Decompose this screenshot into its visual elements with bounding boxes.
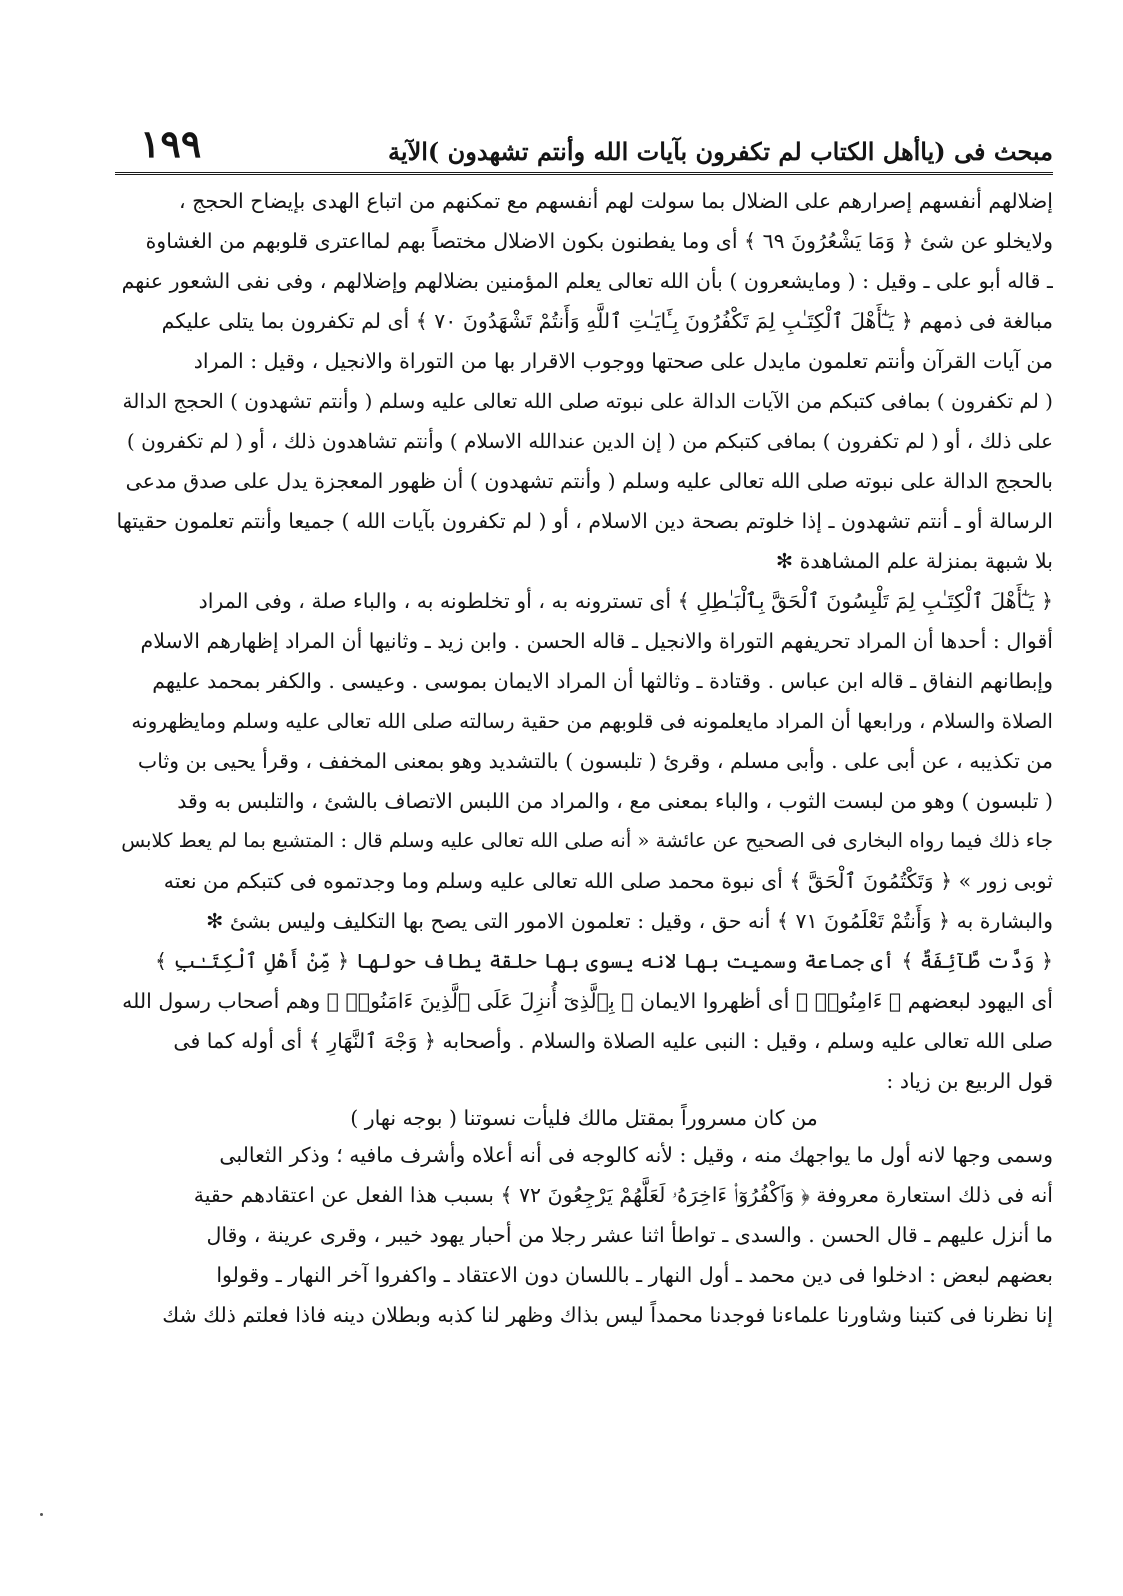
page-number: ١٩٩ — [140, 121, 202, 166]
text-line: ما أنزل عليهم ـ قال الحسن . والسدى ـ تواطأ اثنا عشر رجلا من أحبار يهود خيبر ، وقرى عرينة ، وقال — [206, 1223, 1053, 1247]
text-line: ولايخلو عن شئ ﴿ وَمَا يَشْعُرُونَ ٦٩ ﴾ أى وما يفطنون بكون الاضلال مختصاً بهم لمااعترى قلوبهم من الغشاوة — [145, 229, 1053, 253]
text-line: ( تلبسون ) وهو من لبست الثوب ، والباء بمعنى مع ، والمراد من اللبس الاتصاف بالشئ ، والتلبس به وقد — [177, 789, 1053, 813]
text-line: الرسالة أو ـ أنتم تشهدون ـ إذا خلوتم بصحة دين الاسلام ، أو ( لم تكفرون بآيات الله ) جميعا وأنتم تعلمون حقيتها — [116, 509, 1053, 533]
text-line: صلى الله تعالى عليه وسلم ، وقيل : النبى عليه الصلاة والسلام . وأصحابه ﴿ وَجْهَ ٱلنَّهَارِ ﴾ أى أوله كما فى — [173, 1029, 1053, 1053]
text-line: أقوال : أحدها أن المراد تحريفهم التوراة والانجيل ـ قاله الحسن . وابن زيد ـ وثانيها أن المراد إظهارهم الاسلام — [140, 629, 1053, 653]
running-title: مبحث فى (ياأهل الكتاب لم تكفرون بآيات الله وأنتم تشهدون )الآية — [388, 137, 1053, 166]
text-line: وإبطانهم النفاق ـ قاله ابن عباس . وقتادة ـ وثالثها أن المراد الايمان بموسى . وعيسى . والكفر بمحمد عليهم — [152, 669, 1053, 693]
body-text — [115, 181, 1053, 1335]
text-line: أنه فى ذلك استعارة معروفة ﴿ وَٱكْفُرُوٓا۟ ءَاخِرَهُۥ لَعَلَّهُمْ يَرْجِعُونَ ٧٢ ﴾ بسبب هذا الفعل عن اعتقادهم حقية — [193, 1183, 1053, 1207]
text-line: ثوبى زور » ﴿ وَتَكْتُمُونَ ٱلْحَقَّ ﴾ أى نبوة محمد صلى الله تعالى عليه وسلم وما وجدتموه فى كتبكم من نعته — [163, 869, 1053, 893]
text-line: إضلالهم أنفسهم إصرارهم على الضلال بما سولت لهم أنفسهم مع تمكنهم من اتباع الهدى بإيضاح الحجج ، — [178, 189, 1053, 213]
text-line: على ذلك ، أو ( لم تكفرون ) بمافى كتبكم من ( إن الدين عندالله الاسلام ) وأنتم تشاهدون ذلك ، أو ( لم تكفرون ) — [126, 429, 1053, 453]
text-line: ـ قاله أبو على ـ وقيل : ( ومايشعرون ) بأن الله تعالى يعلم المؤمنين بضلالهم وإضلالهم ، وفى نفى الشعور عنهم — [121, 269, 1053, 293]
text-line: بالحجج الدالة على نبوته صلى الله تعالى عليه وسلم ( وأنتم تشهدون ) أن ظهور المعجزة يدل على صدق مدعى — [125, 469, 1053, 493]
text-line: ﴿ وَدَّت طَّآئِفَةٌ ﴾ أى جماعة وسميت بها لانه يسوى بها حلقة يطاف حولها ﴿ مِّنْ أَهْلِ ٱلْكِتَـٰبِ ﴾ — [154, 949, 1053, 973]
text-line: مبالغة فى ذمهم ﴿ يَـٰٓأَهْلَ ٱلْكِتَـٰبِ لِمَ تَكْفُرُونَ بِـَٔايَـٰتِ ٱللَّهِ وَأَنتُمْ تَشْهَدُونَ ٧٠ ﴾ أى لم تكفرون بما يتلى عليكم — [161, 309, 1053, 333]
text-line: جاء ذلك فيما رواه البخارى فى الصحيح عن عائشة « أنه صلى الله تعالى عليه وسلم قال : المتشبع بما لم يعط كلابس — [121, 829, 1053, 852]
text-line: أى اليهود لبعضهم ﴿ ءَامِنُوا۟ ﴾ أى أظهروا الايمان ﴿ بِٱلَّذِىٓ أُنزِلَ عَلَى ٱلَّذِينَ ءَامَنُوا۟ ﴾ وهم أصحاب رسول الله — [122, 989, 1053, 1013]
page-header — [115, 120, 1053, 175]
text-line: والبشارة به ﴿ وَأَنتُمْ تَعْلَمُونَ ٧١ ﴾ أنه حق ، وقيل : تعلمون الامور التى يصح بها التكليف وليس بشئ ✻ — [206, 909, 1053, 933]
text-line: من تكذيبه ، عن أبى على . وأبى مسلم ، وقرئ ( تلبسون ) بالتشديد وهو بمعنى المخفف ، وقرأ يحيى بن وثاب — [137, 749, 1053, 773]
text-line: من آيات القرآن وأنتم تعلمون مايدل على صحتها ووجوب الاقرار بها من التوراة والانجيل ، وقيل : المراد — [193, 349, 1053, 373]
text-line: إنا نظرنا فى كتبنا وشاورنا علماءنا فوجدنا محمداً ليس بذاك وظهر لنا كذبه وبطلان دينه فاذا فعلتم ذلك شك — [162, 1303, 1053, 1327]
text-line: ﴿ يَـٰٓأَهْلَ ٱلْكِتَـٰبِ لِمَ تَلْبِسُونَ ٱلْحَقَّ بِٱلْبَـٰطِلِ ﴾ أى تسترونه به ، أو تخلطونه به ، والباء صلة ، وفى المراد — [198, 589, 1053, 613]
text-line: ( لم تكفرون ) بمافى كتبكم من الآيات الدالة على نبوته صلى الله تعالى عليه وسلم ( وأنتم تشهدون ) الحجج الدالة — [122, 389, 1053, 413]
scan-speck — [40, 1513, 43, 1516]
text-line: قول الربيع بن زياد : — [886, 1069, 1053, 1093]
text-line: بعضهم لبعض : ادخلوا فى دين محمد ـ أول النهار ـ باللسان دون الاعتقاد ـ واكفروا آخر النهار ـ وقولوا — [216, 1263, 1053, 1287]
text-line: الصلاة والسلام ، ورابعها أن المراد مايعلمونه فى قلوبهم من حقية رسالته صلى الله تعالى عليه وسلم ومايظهرونه — [131, 709, 1053, 733]
text-line: بلا شبهة بمنزلة علم المشاهدة ✻ — [775, 549, 1053, 573]
text-line: وسمى وجها لانه أول ما يواجهك منه ، وقيل : لأنه كالوجه فى أنه أعلاه وأشرف مافيه ؛ وذكر الثعالبى — [219, 1143, 1053, 1167]
poetry-verse: من كان مسروراً بمقتل مالك فليأت نسوتنا ( بوجه نهار ) — [350, 1106, 818, 1130]
